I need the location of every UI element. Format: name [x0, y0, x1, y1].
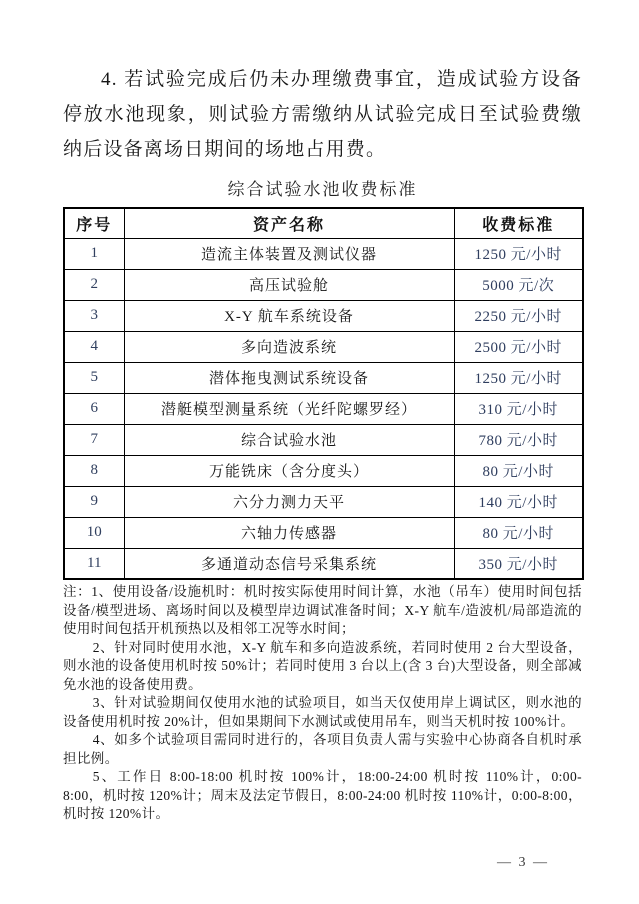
- asset-name-cell: 潜艇模型测量系统（光纤陀螺罗经）: [124, 393, 454, 424]
- fee-standard-cell: 140 元/小时: [454, 486, 583, 517]
- fee-table-body: [64, 238, 583, 579]
- fee-standard-cell: 1250 元/小时: [454, 362, 583, 393]
- note-paragraph: 4、如多个试验项目需同时进行的，各项目负责人需与实验中心协商各自机时承担比例。: [63, 732, 582, 766]
- note-paragraph: 2、针对同时使用水池，X-Y 航车和多向造波系统，若同时使用 2 台大型设备，则水池的设备使用机时按 50%计；若同时使用 3 台以上(含 3 台)大型设备，则全部减免水池的设备使用费。: [63, 639, 582, 692]
- table-row: [64, 486, 583, 517]
- table-row: [64, 300, 583, 331]
- row-index-cell: 6: [64, 393, 124, 424]
- note-paragraph: 3、针对试验期间仅使用水池的试验项目，如当天仅使用岸上调试区，则水池的设备使用机时按 20%计，但如果期间下水测试或使用吊车，则当天机时按 100%计。: [63, 695, 582, 729]
- asset-name-cell: 多通道动态信号采集系统: [124, 548, 454, 579]
- asset-name-cell: 潜体拖曳测试系统设备: [124, 362, 454, 393]
- clause-paragraph: 4. 若试验完成后仍未办理缴费事宜，造成试验方设备停放水池现象，则试验方需缴纳从试验完成日至试验费缴纳后设备离场日期间的场地占用费。: [63, 69, 582, 160]
- fee-standard-cell: 2250 元/小时: [454, 300, 583, 331]
- table-row: [64, 424, 583, 455]
- asset-name-cell: 造流主体装置及测试仪器: [124, 238, 454, 269]
- column-header: 资产名称: [124, 208, 454, 238]
- asset-name-cell: X-Y 航车系统设备: [124, 300, 454, 331]
- fee-standard-cell: 310 元/小时: [454, 393, 583, 424]
- row-index-cell: 9: [64, 486, 124, 517]
- fee-standard-cell: 5000 元/次: [454, 269, 583, 300]
- fee-standard-cell: 80 元/小时: [454, 517, 583, 548]
- fee-standard-cell: 2500 元/小时: [454, 331, 583, 362]
- row-index-cell: 5: [64, 362, 124, 393]
- asset-name-cell: 万能铣床（含分度头）: [124, 455, 454, 486]
- row-index-cell: 10: [64, 517, 124, 548]
- table-row: [64, 362, 583, 393]
- note-paragraph: 5、工作日 8:00-18:00 机时按 100%计，18:00-24:00 机时按 110%计，0:00-8:00，机时按 120%计；周末及法定节假日，8:00-24:00 机时按 110%计，0:00-8:00，机时按 120%计。: [63, 769, 582, 821]
- table-row: [64, 331, 583, 362]
- notes-section: [63, 583, 582, 824]
- note-paragraph: 注：1、使用设备/设施机时：机时按实际使用时间计算，水池（吊车）使用时间包括设备/模型进场、离场时间以及模型岸边调试准备时间；X-Y 航车/造波机/局部造流的使用时间包括开机预热以及相邻工况等水时间；: [63, 584, 582, 636]
- asset-name-cell: 六轴力传感器: [124, 517, 454, 548]
- asset-name-cell: 六分力测力天平: [124, 486, 454, 517]
- fee-standard-cell: 1250 元/小时: [454, 238, 583, 269]
- row-index-cell: 4: [64, 331, 124, 362]
- row-index-cell: 3: [64, 300, 124, 331]
- fee-standard-cell: 350 元/小时: [454, 548, 583, 579]
- row-index-cell: 8: [64, 455, 124, 486]
- row-index-cell: 1: [64, 238, 124, 269]
- table-title: 综合试验水池收费标准: [227, 180, 418, 199]
- asset-name-cell: 多向造波系统: [124, 331, 454, 362]
- table-row: [64, 393, 583, 424]
- asset-name-cell: 高压试验舱: [124, 269, 454, 300]
- asset-name-cell: 综合试验水池: [124, 424, 454, 455]
- fee-standard-cell: 80 元/小时: [454, 455, 583, 486]
- column-header: 序号: [64, 208, 124, 238]
- fee-standard-cell: 780 元/小时: [454, 424, 583, 455]
- table-row: [64, 269, 583, 300]
- table-row: [64, 455, 583, 486]
- table-row: [64, 548, 583, 579]
- row-index-cell: 7: [64, 424, 124, 455]
- row-index-cell: 2: [64, 269, 124, 300]
- table-row: [64, 517, 583, 548]
- page-content: [63, 0, 582, 824]
- page-number: — 3 —: [497, 855, 549, 870]
- header-row: [64, 208, 583, 238]
- table-row: [64, 238, 583, 269]
- fee-table: [63, 207, 584, 580]
- row-index-cell: 11: [64, 548, 124, 579]
- fee-table-header: [64, 208, 583, 238]
- column-header: 收费标准: [454, 208, 583, 238]
